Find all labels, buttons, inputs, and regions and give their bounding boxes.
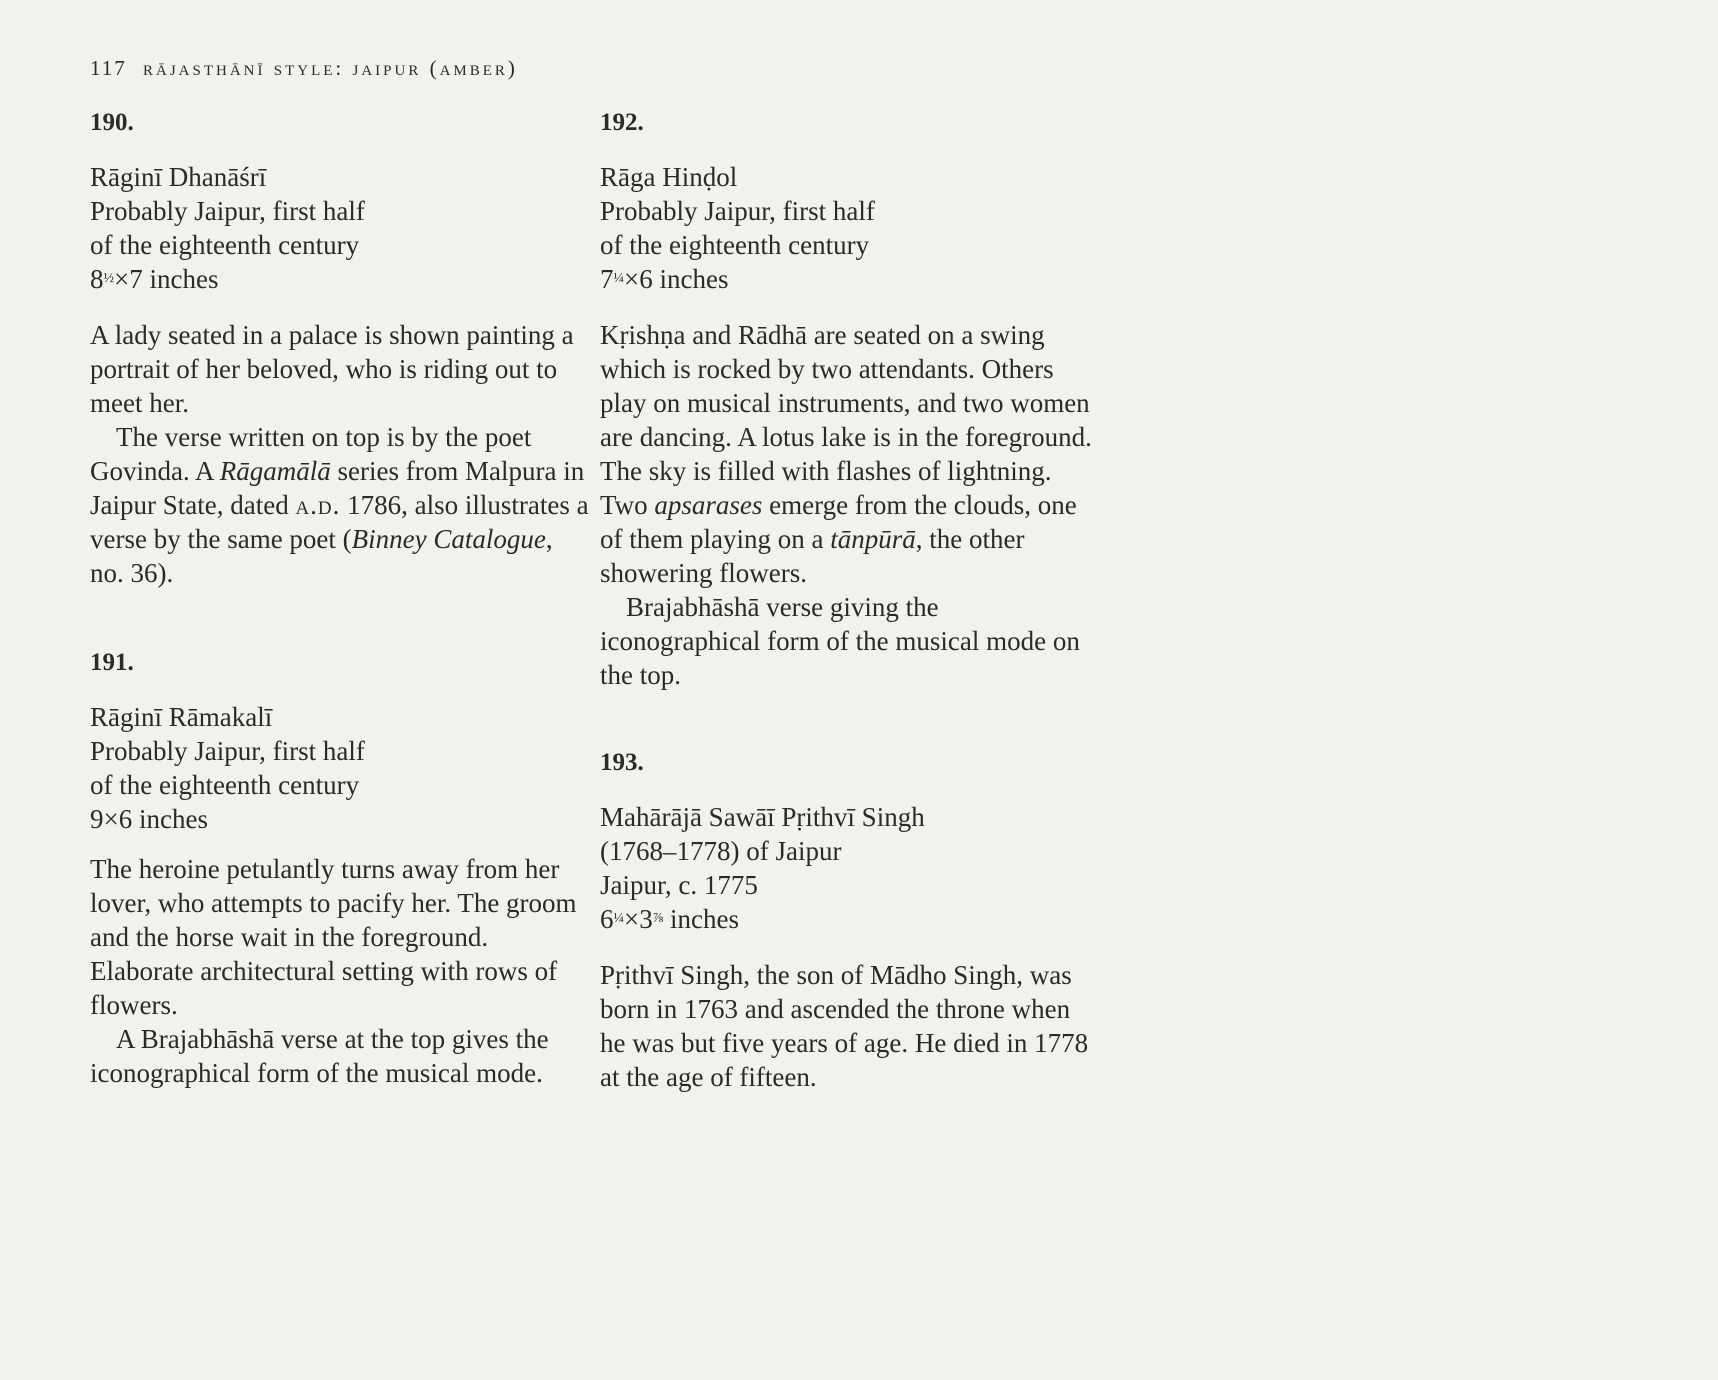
entry-title: Mahārājā Sawāī Pṛithvī Singh xyxy=(600,802,925,832)
size-whole: 7 xyxy=(600,264,614,294)
entry-size xyxy=(90,262,590,302)
description-text: emerge from the clouds, one of them playing on a xyxy=(600,490,1077,554)
entry-note: Brajabhāshā verse giving the iconographical form of the musical mode on the top. xyxy=(600,592,1080,690)
entry-meta xyxy=(600,160,1100,302)
entry-description xyxy=(600,318,1100,590)
entry-number: 190. xyxy=(90,109,134,136)
left-column xyxy=(90,108,590,1090)
entry-description: Pṛithvī Singh, the son of Mādho Singh, was born in 1763 and ascended the throne when he was but five years of age. He died in 1778 at the age of fifteen. xyxy=(600,960,1089,1092)
entry-size xyxy=(600,902,1100,942)
note-italic: Rāgamālā xyxy=(219,456,331,486)
entry-date: of the eighteenth century xyxy=(90,230,360,260)
description-text: Kṛishṇa and Rādhā are seated on a swing which is rocked by two attendants. Others play on musical instruments, and two women are dancing. A lotus lake is in the foreground. The sky is filled with flashes of lightning. Two xyxy=(600,320,1092,520)
size-fraction: ½ xyxy=(103,271,114,286)
note-text: series from Malpura in Jaipur State, dated xyxy=(90,456,585,520)
entry-190 xyxy=(90,108,590,648)
entry-size xyxy=(600,262,1100,302)
description-italic: tānpūrā xyxy=(830,524,916,554)
entry-number: 191. xyxy=(90,649,134,676)
size-fraction: ⅞ xyxy=(652,911,664,926)
entry-description: A lady seated in a palace is shown painting a portrait of her beloved, who is riding out to meet her. xyxy=(90,320,574,418)
entry-title: Rāginī Rāmakalī xyxy=(90,702,273,732)
entry-note xyxy=(90,420,590,590)
entry-note: A Brajabhāshā verse at the top gives the iconographical form of the musical mode. xyxy=(90,1024,549,1088)
entry-date: of the eighteenth century xyxy=(600,230,870,260)
entry-meta xyxy=(90,160,590,302)
entry-number: 193. xyxy=(600,749,644,776)
entry-191 xyxy=(90,648,590,1090)
entry-192 xyxy=(600,108,1100,748)
entry-origin: Probably Jaipur, first half xyxy=(90,736,365,766)
entry-date: Jaipur, c. 1775 xyxy=(600,870,758,900)
note-text: , no. 36). xyxy=(90,524,553,588)
page-number: 117 xyxy=(90,56,127,80)
entry-title: Rāginī Dhanāśrī xyxy=(90,162,267,192)
description-text: , the other showering flowers. xyxy=(600,524,1025,588)
entry-description: The heroine petulantly turns away from her lover, who attempts to pacify her. The groom and the horse wait in the foreground. Elaborate architectural setting with rows of flowers. xyxy=(90,854,577,1020)
size-whole: 8 xyxy=(90,264,104,294)
size-fraction: ¼ xyxy=(613,911,624,926)
entry-subtitle: (1768–1778) of Jaipur xyxy=(600,836,842,866)
size-whole: 6 xyxy=(600,904,614,934)
running-title: rājasthānī style: jaipur (amber) xyxy=(142,56,518,80)
entry-date: of the eighteenth century xyxy=(90,770,360,800)
entry-193 xyxy=(600,748,1100,1094)
note-text: The verse written on top is by the poet Govinda. A xyxy=(90,422,532,486)
entry-meta xyxy=(600,800,1100,942)
entry-number: 192. xyxy=(600,109,644,136)
entry-size: 9×6 inches xyxy=(90,804,208,834)
note-text: 1786, also illustrates a verse by the same poet ( xyxy=(90,490,589,554)
size-mid: ×3 xyxy=(624,904,653,934)
entry-origin: Probably Jaipur, first half xyxy=(600,196,875,226)
entry-title: Rāga Hinḍol xyxy=(600,162,738,192)
size-rest: inches xyxy=(663,904,739,934)
entry-meta xyxy=(90,700,590,836)
size-fraction: ¼ xyxy=(613,271,624,286)
size-rest: ×6 inches xyxy=(624,264,729,294)
entry-origin: Probably Jaipur, first half xyxy=(90,196,365,226)
note-smallcaps: a.d. xyxy=(295,490,341,520)
description-italic: apsarases xyxy=(654,490,763,520)
running-head xyxy=(90,56,518,81)
right-column xyxy=(600,108,1100,1094)
size-rest: ×7 inches xyxy=(114,264,219,294)
note-italic: Binney Catalogue xyxy=(351,524,546,554)
